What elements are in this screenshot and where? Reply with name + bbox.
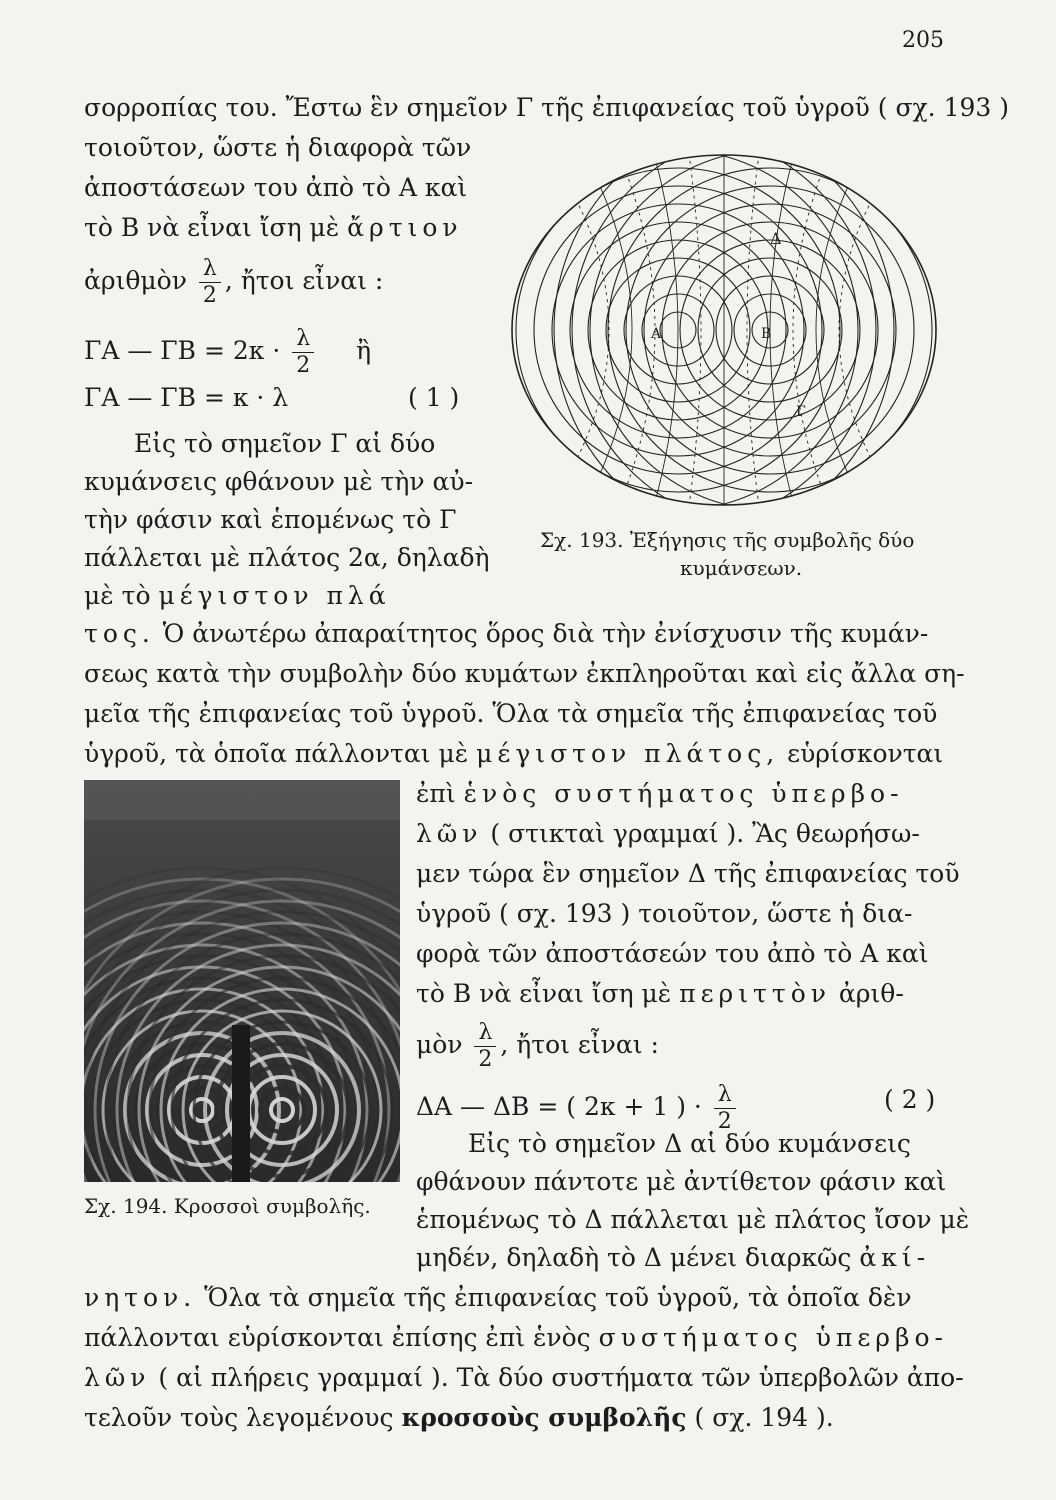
fraction-denominator: 2 — [202, 283, 217, 308]
emphasis-bold: κροσσοὺς συμβολῆς — [401, 1403, 687, 1432]
text-line — [416, 1022, 659, 1071]
equation-left: ΔΑ — ΔΒ = ( 2κ + 1 ) · — [416, 1092, 702, 1121]
hyperbola-line — [747, 140, 761, 520]
emphasis-spaced: συστήματος ὑπερβο- — [598, 1323, 948, 1352]
emphasis-spaced: ἄρτιον — [347, 213, 463, 242]
equation-text: ΓΑ — ΓΒ = κ · λ — [84, 383, 289, 412]
text-segment: μηδέν, δηλαδὴ τὸ Δ μένει διαρκῶς — [416, 1243, 852, 1272]
text-line — [84, 258, 383, 307]
text-segment: ὑγροῦ, τὰ ὁποῖα πάλλονται μὲ — [84, 739, 469, 768]
equation-left: ΓΑ — ΓΒ = 2κ · — [84, 336, 281, 365]
equation-number: ( 1 ) — [408, 383, 460, 412]
hyperbola-lines — [539, 140, 909, 520]
figure-193-interference-diagram — [508, 140, 940, 520]
fraction-numerator: λ — [474, 1022, 496, 1047]
text-line: σορροπίας του. Ἔστω ἓν σημεῖον Γ τῆς ἐπιφανείας τοῦ ὑγροῦ ( σχ. 193 ) — [84, 93, 1009, 122]
text-line — [416, 778, 904, 810]
figure-194-fringe-photo — [84, 780, 400, 1182]
text-line: Εἰς τὸ σημεῖον Γ αἱ δύο — [134, 429, 436, 458]
equation-connector: ἢ — [356, 336, 372, 365]
fraction-numerator: λ — [714, 1084, 736, 1109]
text-segment: πάλλονται εὑρίσκονται ἐπίσης ἐπὶ ἑνὸς — [84, 1323, 591, 1352]
text-line — [84, 212, 463, 244]
text-segment: Ὁ ἀνωτέρω ἀπαραίτητος ὅρος διὰ τὴν ἐνίσχυσιν τῆς κυμάν- — [162, 619, 929, 648]
text-segment: εὑρίσκονται — [787, 739, 944, 768]
figure-193-caption-line1: Σχ. 193. Ἐξήγησις τῆς συμβολῆς δύο — [540, 528, 915, 552]
text-line — [84, 738, 943, 770]
fraction-denominator: 2 — [717, 1109, 732, 1134]
fraction-lambda-over-2 — [474, 1022, 496, 1071]
point-label-b: Β — [761, 326, 772, 342]
text-line — [84, 1362, 964, 1394]
text-line — [84, 618, 928, 650]
fraction-lambda-over-2 — [292, 328, 314, 377]
figure-193-caption-line2: κυμάνσεων. — [680, 556, 803, 580]
text-segment: τὸ Β νὰ εἶναι ἴση μὲ — [84, 213, 340, 242]
text-segment: ἐπὶ — [416, 779, 456, 808]
text-line: μεν τώρα ἓν σημεῖον Δ τῆς ἐπιφανείας τοῦ — [416, 859, 960, 888]
emphasis-spaced: μέγιστον πλά — [158, 581, 391, 610]
text-segment: μὸν — [416, 1030, 463, 1059]
equation-line — [416, 1084, 740, 1133]
source-divider — [232, 1025, 250, 1182]
text-line: ἀποστάσεων του ἀπὸ τὸ Α καὶ — [84, 173, 468, 202]
page-number: 205 — [902, 28, 944, 53]
text-segment: ( σχ. 194 ). — [694, 1403, 834, 1432]
text-line — [416, 818, 920, 850]
emphasis-spaced: νητον. — [84, 1283, 197, 1312]
text-line — [84, 1402, 834, 1434]
text-line: σεως κατὰ τὴν συμβολὴν δύο κυμάτων ἐκπληροῦται καὶ εἰς ἄλλα ση- — [84, 659, 965, 688]
hyperbola-line — [839, 140, 909, 520]
emphasis-spaced: λῶν — [416, 819, 483, 848]
text-segment: ( στικταὶ γραμμαί ). Ἂς θεωρήσω- — [490, 819, 920, 848]
text-line — [84, 1282, 912, 1314]
text-segment: Ὅλα τὰ σημεῖα τῆς ἐπιφανείας τοῦ ὑγροῦ, τὰ ὁποῖα δὲν — [204, 1283, 912, 1312]
hyperbola-line — [687, 140, 701, 520]
text-line — [84, 580, 391, 612]
text-segment: ἀριθ- — [838, 979, 904, 1008]
text-line: μεῖα τῆς ἐπιφανείας τοῦ ὑγροῦ. Ὅλα τὰ σημεῖα τῆς ἐπιφανείας τοῦ — [84, 699, 938, 728]
text-segment: ἀριθμὸν — [84, 266, 187, 295]
fraction-denominator: 2 — [478, 1047, 493, 1072]
text-segment: , ἤτοι εἶναι : — [500, 1030, 659, 1059]
wavefront-ring — [572, 140, 940, 520]
text-segment: τελοῦν τοὺς λεγομένους — [84, 1403, 394, 1432]
emphasis-spaced: ἑνὸς συστήματος ὑπερβο- — [463, 779, 904, 808]
figure-194-caption: Σχ. 194. Κροσσοὶ συμβολῆς. — [84, 1194, 371, 1218]
point-label-g: Γ — [796, 404, 806, 420]
fraction-denominator: 2 — [296, 353, 311, 378]
text-line: ἑπομένως τὸ Δ πάλλεται μὲ πλάτος ἴσον μὲ — [416, 1205, 970, 1234]
point-label-d: Δ — [770, 229, 782, 248]
photo-top-band — [84, 780, 400, 820]
text-segment: μὲ τὸ — [84, 581, 151, 610]
text-line: φορὰ τῶν ἀποστάσεών του ἀπὸ τὸ Α καὶ — [416, 939, 929, 968]
text-line — [84, 1322, 948, 1354]
emphasis-spaced: ἀκί- — [859, 1243, 931, 1272]
text-line: Εἰς τὸ σημεῖον Δ αἱ δύο κυμάνσεις — [468, 1129, 911, 1158]
hyperbola-line — [770, 140, 798, 520]
wavefront-ring — [508, 140, 876, 520]
hyperbola-line — [539, 140, 609, 520]
equation-line — [84, 328, 371, 377]
emphasis-spaced: μέγιστον πλάτος, — [476, 739, 780, 768]
equation-line — [84, 382, 288, 414]
text-line: φθάνουν πάντοτε μὲ ἀντίθετον φάσιν καὶ — [416, 1167, 947, 1196]
text-line: ὑγροῦ ( σχ. 193 ) τοιοῦτον, ὥστε ἡ δια- — [416, 899, 913, 928]
text-line — [416, 1242, 930, 1274]
point-label-a: Α — [651, 326, 662, 342]
emphasis-spaced: τος. — [84, 619, 155, 648]
text-line — [416, 978, 904, 1010]
fraction-lambda-over-2 — [199, 258, 221, 307]
equation-number: ( 2 ) — [884, 1085, 936, 1114]
fraction-lambda-over-2 — [714, 1084, 736, 1133]
fraction-numerator: λ — [292, 328, 314, 353]
text-segment: , ἤτοι εἶναι : — [224, 266, 384, 295]
emphasis-spaced: λῶν — [84, 1363, 151, 1392]
emphasis-spaced: περιττὸν — [679, 979, 831, 1008]
text-line: τὴν φάσιν καὶ ἑπομένως τὸ Γ — [84, 505, 457, 534]
fraction-numerator: λ — [199, 258, 221, 283]
text-line: κυμάνσεις φθάνουν μὲ τὴν αὐ- — [84, 467, 474, 496]
text-segment: ( αἱ πλήρεις γραμμαί ). Τὰ δύο συστήματα τῶν ὑπερβολῶν ἀπο- — [158, 1363, 964, 1392]
text-line: τοιοῦτον, ὥστε ἡ διαφορὰ τῶν — [84, 133, 472, 162]
text-line: πάλλεται μὲ πλάτος 2α, δηλαδὴ — [84, 543, 490, 572]
text-segment: τὸ Β νὰ εἶναι ἴση μὲ — [416, 979, 672, 1008]
